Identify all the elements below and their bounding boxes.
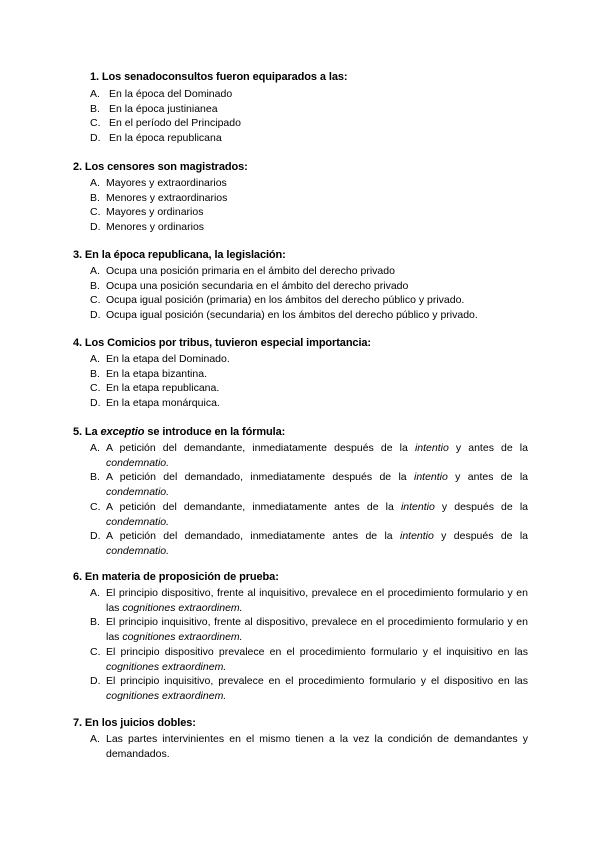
option-emphasis: condemnatio.	[106, 515, 170, 528]
option-letter: D.	[90, 397, 101, 410]
option-text: En la etapa republicana.	[106, 382, 220, 395]
option-text	[73, 500, 528, 529]
options-list	[73, 586, 528, 704]
option-letter: B.	[90, 191, 100, 204]
option-letter: A.	[90, 88, 100, 100]
option	[73, 220, 528, 235]
option-letter: D.	[90, 132, 101, 145]
option-letter: A.	[90, 353, 100, 365]
option-letter: A.	[90, 265, 100, 277]
option-text-part: El principio inquisitivo, prevalece en el procedimiento formulario y el dispositivo en las	[106, 675, 528, 688]
option-letter: C.	[90, 645, 101, 658]
option-letter: B.	[90, 471, 100, 484]
option-emphasis: cognitiones extraordinem.	[106, 660, 227, 673]
option-text-part: A petición del demandado, inmediatamente antes de la	[106, 530, 400, 543]
option	[73, 176, 528, 191]
option-letter: D.	[90, 530, 101, 543]
option	[73, 586, 528, 615]
option	[73, 529, 528, 558]
option	[73, 396, 528, 411]
option	[73, 102, 528, 117]
option-text-part: El principio dispositivo prevalece en el procedimiento formulario y el inquisitivo en las	[106, 645, 528, 658]
option-text: Mayores y ordinarios	[106, 206, 204, 219]
option-text: Menores y extraordinarios	[106, 191, 228, 204]
option	[73, 674, 528, 703]
option	[73, 367, 528, 382]
option-letter: C.	[90, 206, 101, 219]
option	[73, 500, 528, 529]
title-text: 5. La	[73, 426, 101, 438]
option-text: Ocupa una posición primaria en el ámbito del derecho privado	[106, 265, 395, 277]
option	[73, 645, 528, 674]
option-text	[73, 529, 528, 558]
option-letter: B.	[90, 102, 100, 115]
option-text: En la etapa monárquica.	[106, 397, 220, 410]
question-5	[73, 425, 528, 559]
options-list	[73, 87, 528, 146]
title-emphasis: exceptio	[100, 426, 145, 438]
option-emphasis: intentio	[413, 471, 448, 484]
option	[73, 470, 528, 499]
options-list	[73, 732, 528, 761]
option-letter: A.	[90, 442, 100, 454]
option	[73, 352, 528, 367]
option-emphasis: cognitiones extraordinem.	[122, 631, 243, 644]
option	[73, 441, 528, 470]
options-list	[73, 441, 528, 559]
option	[73, 87, 528, 102]
option-letter: B.	[90, 367, 100, 380]
option-emphasis: intentio	[414, 442, 449, 454]
option-emphasis: condemnatio.	[106, 544, 170, 557]
question-1	[73, 70, 528, 146]
question-title: 4. Los Comicios por tribus, tuvieron especial importancia:	[73, 337, 371, 349]
option	[73, 131, 528, 146]
option-text	[73, 586, 528, 615]
option-emphasis: intentio	[399, 530, 434, 543]
option-text: En la época republicana	[109, 132, 222, 145]
option-text: Ocupa igual posición (secundaria) en los ámbitos del derecho público y privado.	[106, 309, 478, 322]
question-6	[73, 570, 528, 704]
question-title: 3. En la época republicana, la legislación:	[73, 249, 286, 261]
option-emphasis: cognitiones extraordinem.	[122, 601, 243, 614]
option-letter: A.	[90, 177, 100, 189]
option-letter: B.	[90, 616, 100, 629]
option-text-part: A petición del demandado, inmediatamente después de la	[106, 471, 414, 484]
option-text-part: y antes de la	[448, 442, 528, 454]
option-letter: D.	[90, 675, 101, 688]
question-title: 2. Los censores son magistrados:	[73, 161, 248, 173]
question-7	[73, 716, 528, 761]
option-text: En la etapa bizantina.	[106, 367, 207, 380]
option-emphasis: cognitiones extraordinem.	[106, 689, 227, 702]
option-text: Mayores y extraordinarios	[106, 177, 227, 189]
option-text-part: y antes de la	[447, 471, 528, 484]
option	[73, 264, 528, 279]
option-text	[73, 645, 528, 674]
option-text	[73, 615, 528, 644]
question-4	[73, 336, 528, 411]
option-text-part: A petición del demandante, inmediatamente antes de la	[106, 500, 401, 513]
option	[73, 205, 528, 220]
question-title: 7. En los juicios dobles:	[73, 717, 196, 729]
option-text: Las partes intervinientes en el mismo tienen a la vez la condición de demandantes y demandados.	[106, 733, 528, 760]
option	[73, 381, 528, 396]
option	[73, 116, 528, 131]
option-letter: C.	[90, 294, 101, 307]
option-text: En el período del Principado	[109, 117, 241, 130]
option-emphasis: intentio	[400, 500, 435, 513]
option	[73, 615, 528, 644]
option-letter: A.	[90, 733, 100, 745]
option-text	[73, 441, 528, 470]
option-letter: C.	[90, 382, 101, 395]
option-text-part: El principio inquisitivo, frente al dispositivo, prevalece en el procedimiento formulario y en las	[106, 616, 528, 644]
option-text: Ocupa igual posición (primaria) en los ámbitos del derecho público y privado.	[106, 294, 465, 307]
option	[73, 279, 528, 294]
option-text: En la etapa del Dominado.	[106, 353, 230, 365]
option-letter: A.	[90, 587, 100, 599]
option-emphasis: condemnatio.	[106, 456, 170, 469]
option	[73, 308, 528, 323]
options-list	[73, 176, 528, 235]
option-text: En la época justinianea	[109, 102, 218, 115]
option-letter: C.	[90, 117, 101, 130]
option-text: Menores y ordinarios	[106, 221, 205, 234]
option-text-part: A petición del demandante, inmediatamente después de la	[106, 442, 415, 454]
option-text: Ocupa una posición secundaria en el ámbito del derecho privado	[106, 279, 409, 292]
option-text	[73, 674, 528, 703]
option-letter: C.	[90, 500, 101, 513]
options-list	[73, 264, 528, 323]
option	[73, 293, 528, 308]
question-title: 6. En materia de proposición de prueba:	[73, 571, 279, 583]
question-2	[73, 160, 528, 235]
option-letter: D.	[90, 221, 101, 234]
option-text	[73, 470, 528, 499]
option-text-part: y después de la	[433, 530, 529, 543]
option-emphasis: condemnatio.	[106, 486, 170, 499]
option-text-part: El principio dispositivo, frente al inquisitivo, prevalece en el procedimiento formulario y en las	[106, 587, 528, 614]
option-letter: B.	[90, 279, 100, 292]
question-3	[73, 248, 528, 323]
option-text-part: y después de la	[434, 500, 528, 513]
option-letter: D.	[90, 309, 101, 322]
options-list	[73, 352, 528, 411]
option-text: En la época del Dominado	[109, 88, 233, 100]
title-text: se introduce en la fórmula:	[144, 426, 286, 438]
question-title	[73, 425, 528, 440]
option	[73, 732, 528, 761]
question-title: 1. Los senadoconsultos fueron equiparados a las:	[90, 71, 348, 83]
option	[73, 191, 528, 206]
